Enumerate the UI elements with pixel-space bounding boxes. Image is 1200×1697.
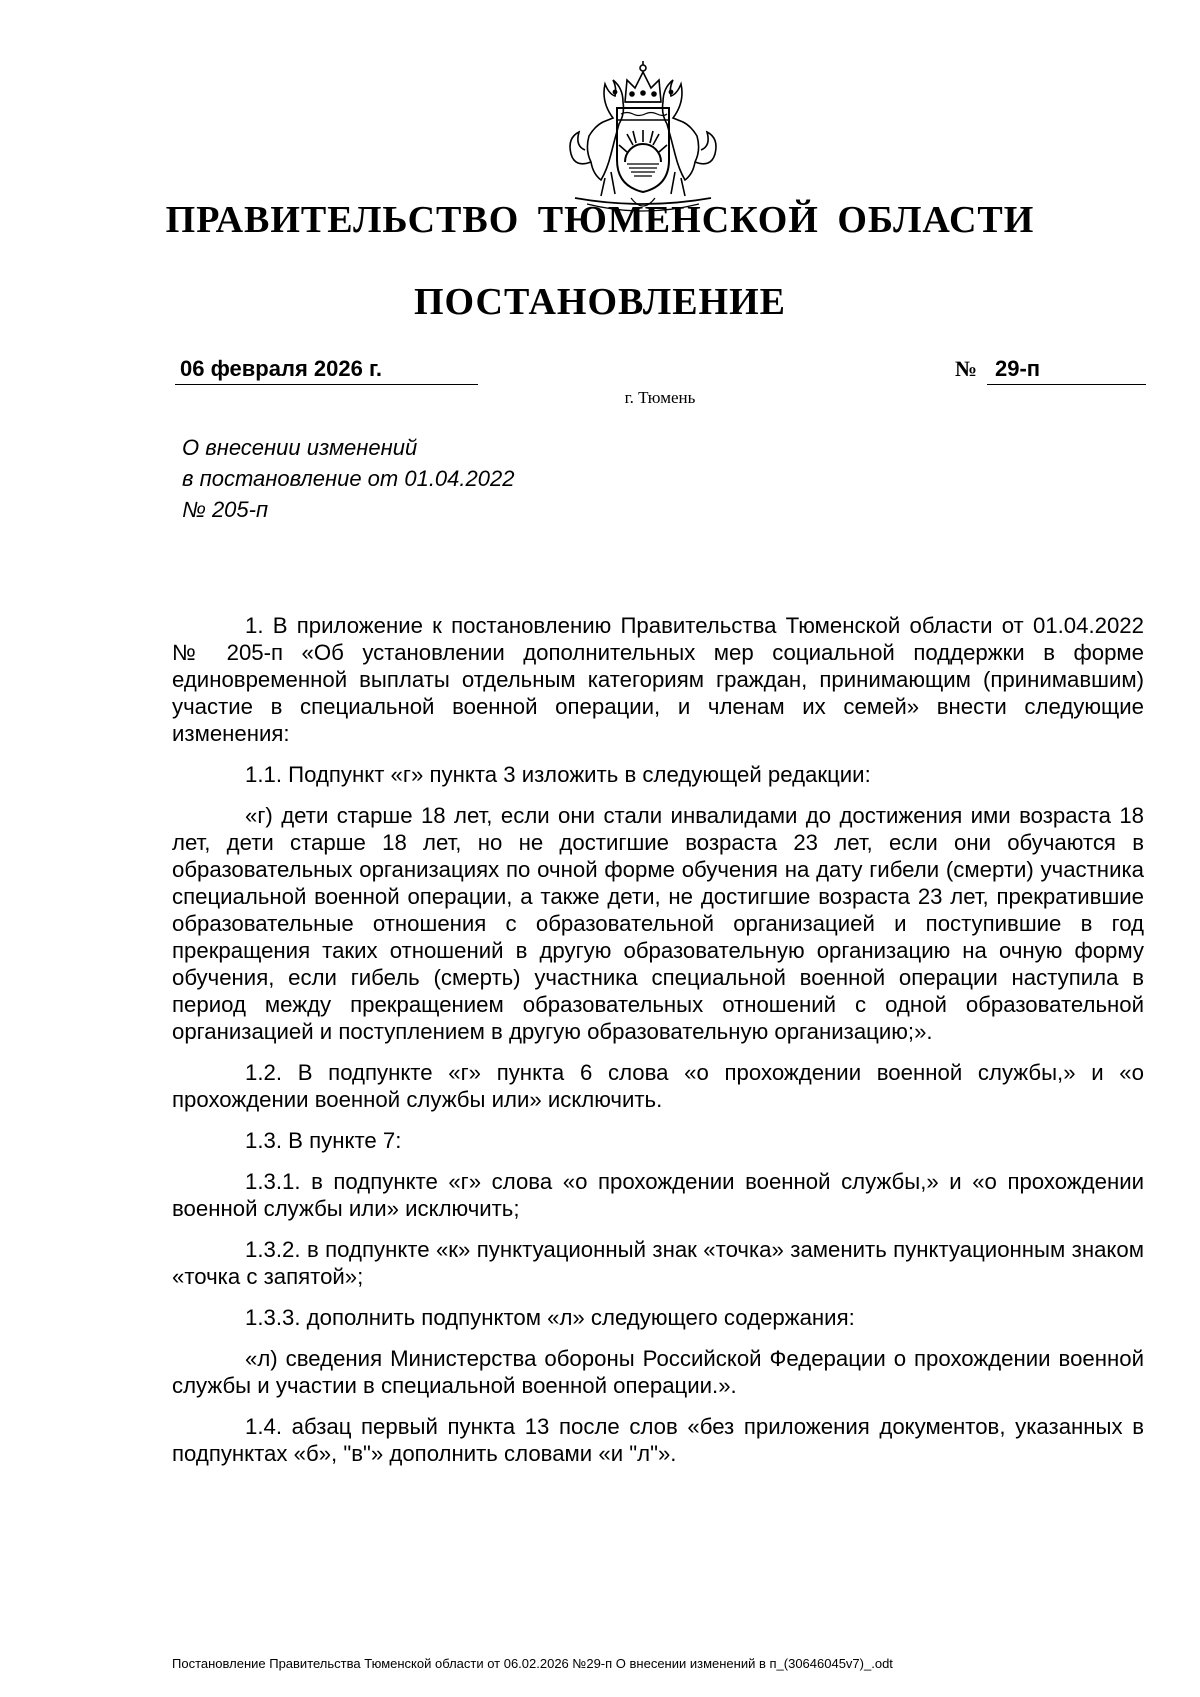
body-paragraph: 1.1. Подпункт «г» пункта 3 изложить в следующей редакции: — [245, 762, 871, 787]
tyumen-oblast-coat-of-arms-icon — [535, 58, 751, 220]
document-number: 29-п — [987, 356, 1146, 385]
org-title: ПРАВИТЕЛЬСТВО ТЮМЕНСКОЙ ОБЛАСТИ — [165, 199, 1035, 241]
subject-line: № 205-п — [182, 497, 269, 522]
footer-file-info: Постановление Правительства Тюменской области от 06.02.2026 №29-п О внесении изменений в п_(30646045v7)_.odt — [172, 1656, 893, 1671]
body-paragraph: «л) сведения Министерства обороны Российской Федерации о прохождении военной службы и участии в специальной военной операции.». — [172, 1346, 1144, 1398]
subject-line: О внесении изменений — [182, 435, 418, 460]
document-body — [172, 612, 1144, 1481]
body-paragraph: 1.3.1. в подпункте «г» слова «о прохождении военной службы,» и «о прохождении военной службы или» исключить; — [172, 1169, 1144, 1221]
body-paragraph: 1.3.2. в подпункте «к» пунктуационный знак «точка» заменить пунктуационным знаком «точка с запятой»; — [172, 1237, 1144, 1289]
doc-type-title: ПОСТАНОВЛЕНИЕ — [413, 281, 787, 323]
body-paragraph: «г) дети старше 18 лет, если они стали инвалидами до достижения ими возраста 18 лет, дети старше 18 лет, но не достигшие возраста 23 лет, если они обучаются в образовательных организациях по очной форме обучения на дату гибели (смерти) участника специальной военной операции, а также дети, не достигшие возраста 23 лет, прекратившие образовательные отношения с образовательной организацией и поступившие в год прекращения таких отношений в другую образовательную организацию на очную форму обучения, если гибель (смерть) участника специальной военной операции наступила в период между прекращением образовательных отношений с одной образовательной организацией и поступлением в другую образовательную организацию;». — [172, 803, 1144, 1044]
body-paragraph: 1. В приложение к постановлению Правительства Тюменской области от 01.04.2022 № 205-п «Об установлении дополнительных мер социальной поддержки в форме единовременной выплаты отдельным категориям граждан, принимающим (принимавшим) участие в специальной военной операции, и членам их семей» внести следующие изменения: — [172, 613, 1144, 746]
body-paragraph: 1.3.3. дополнить подпунктом «л» следующего содержания: — [245, 1305, 855, 1330]
document-date: 06 февраля 2026 г. — [175, 356, 478, 385]
body-paragraph: 1.4. абзац первый пункта 13 после слов «без приложения документов, указанных в подпунктах «б», "в"» дополнить словами «и "л"». — [172, 1414, 1144, 1466]
number-sign: № — [955, 356, 978, 381]
document-city: г. Тюмень — [624, 388, 696, 407]
body-paragraph: 1.3. В пункте 7: — [245, 1128, 402, 1153]
document-subject — [182, 432, 642, 525]
body-paragraph: 1.2. В подпункте «г» пункта 6 слова «о прохождении военной службы,» и «о прохождении военной службы или» исключить. — [172, 1060, 1144, 1112]
subject-line: в постановление от 01.04.2022 — [182, 466, 515, 491]
